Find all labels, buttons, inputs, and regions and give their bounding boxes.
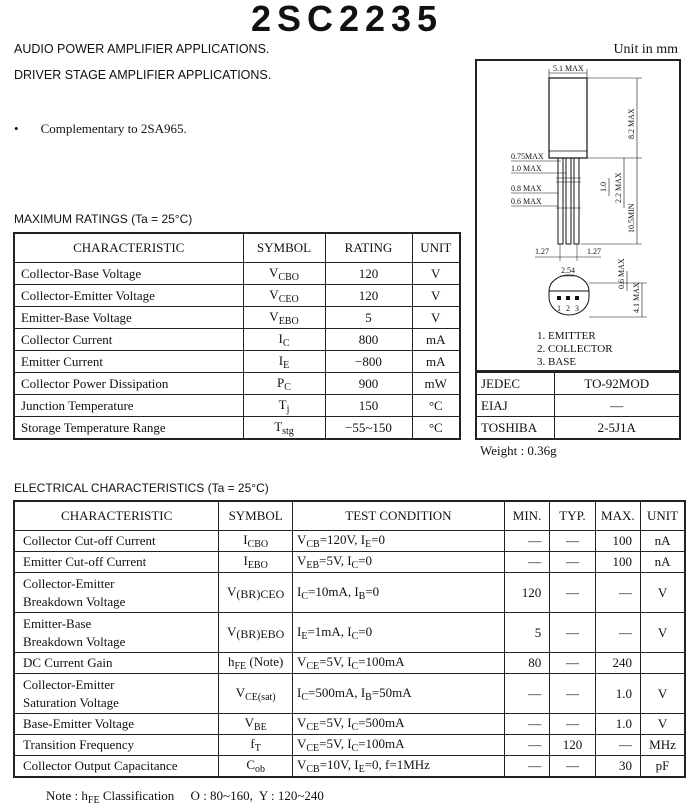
- application-line-1: AUDIO POWER AMPLIFIER APPLICATIONS.: [14, 42, 270, 56]
- characteristic-line-1: DC Current Gain: [23, 655, 113, 670]
- table-row: [14, 351, 460, 373]
- symbol-cell: [219, 613, 293, 653]
- note-prefix: Note :: [46, 788, 82, 803]
- max-cell: 30: [595, 756, 640, 777]
- symbol-cell: [219, 653, 293, 674]
- symbol-main: I: [278, 330, 283, 346]
- package-outline-drawing: [475, 59, 681, 372]
- max-cell: —: [595, 573, 640, 613]
- characteristic-cell: Emitter-Base Voltage: [14, 307, 243, 329]
- header-cell: TYP.: [550, 501, 595, 531]
- package-svg: [477, 61, 679, 370]
- note-rest: Classification O : 80~160, Y : 120~240: [99, 788, 324, 803]
- standard-name-cell: JEDEC: [476, 372, 554, 395]
- rating-cell: 800: [325, 329, 412, 351]
- symbol-sub: stg: [282, 425, 294, 437]
- weight-label: Weight : 0.36g: [480, 443, 557, 458]
- symbol-main: V: [226, 583, 237, 599]
- characteristic-cell: Collector-Emitter Voltage: [14, 285, 243, 307]
- characteristic-line-1: Collector Cut-off Current: [23, 533, 156, 548]
- rating-cell: −800: [325, 351, 412, 373]
- typ-cell: —: [550, 674, 595, 714]
- unit-cell: mA: [412, 329, 460, 351]
- table-row: [476, 395, 680, 417]
- symbol-main: h: [227, 654, 235, 669]
- characteristic-cell: Collector-Base Voltage: [14, 263, 243, 285]
- table-header-row: [14, 233, 460, 263]
- table-row: [14, 531, 685, 552]
- characteristic-line-1: Collector-Emitter: [23, 575, 115, 591]
- symbol-main: f: [250, 736, 255, 751]
- feature-bullet: [14, 121, 187, 137]
- symbol-cell: [219, 573, 293, 613]
- typ-cell: 120: [550, 735, 595, 756]
- characteristic-line-1: Base-Emitter Voltage: [23, 716, 135, 731]
- characteristic-line-2: Saturation Voltage: [23, 694, 119, 710]
- symbol-sub: EBO: [278, 315, 299, 327]
- symbol-main: V: [235, 684, 246, 700]
- table-row: [476, 417, 680, 440]
- table-row: [14, 653, 685, 674]
- characteristic-cell: [14, 573, 219, 613]
- standard-value-cell: 2-5J1A: [554, 417, 680, 440]
- symbol-cell: [219, 714, 293, 735]
- symbol-main: V: [244, 715, 254, 730]
- table-header-row: [14, 501, 685, 531]
- max-cell: —: [595, 613, 640, 653]
- table-row: [14, 285, 460, 307]
- max-ratings-table: [13, 232, 461, 440]
- symbol-main: P: [277, 374, 285, 390]
- dim-width-top: 5.1 MAX: [553, 64, 584, 73]
- application-line-2: DRIVER STAGE AMPLIFIER APPLICATIONS.: [14, 68, 272, 82]
- symbol-sub: CBO: [247, 539, 269, 550]
- min-cell: 80: [504, 653, 549, 674]
- symbol-sub: EBO: [247, 560, 268, 571]
- typ-cell: —: [550, 552, 595, 573]
- symbol-sub: BE: [253, 722, 267, 733]
- typ-cell: —: [550, 531, 595, 552]
- unit-label: Unit in mm: [613, 42, 678, 57]
- max-cell: 100: [595, 531, 640, 552]
- symbol-extra: (BR)CEO: [236, 586, 285, 601]
- characteristic-cell: Collector Power Dissipation: [14, 373, 243, 395]
- dim-lead-length: 10.5MIN: [627, 203, 636, 233]
- symbol-cell: [243, 329, 325, 351]
- standard-name-cell: EIAJ: [476, 395, 554, 417]
- symbol-cell: [219, 531, 293, 552]
- symbol-cell: [219, 674, 293, 714]
- symbol-main: T: [278, 396, 287, 412]
- table-row: [14, 756, 685, 777]
- electrical-heading: ELECTRICAL CHARACTERISTICS (Ta = 25°C): [14, 481, 269, 495]
- table-row: [14, 573, 685, 613]
- characteristic-line-1: Collector-Emitter: [23, 676, 115, 692]
- min-cell: —: [504, 714, 549, 735]
- symbol-main: V: [226, 623, 237, 639]
- standard-value-cell: —: [554, 395, 680, 417]
- symbol-cell: [243, 395, 325, 417]
- symbol-main: V: [269, 286, 279, 302]
- characteristic-cell: [14, 613, 219, 653]
- test-condition-cell: $I_C=500mA$, $I_B=50mA$: [292, 674, 504, 714]
- table-row: [14, 613, 685, 653]
- test-condition-cell: $V_{CB}=120V$, $I_E=0$: [292, 531, 504, 552]
- symbol-cell: [243, 373, 325, 395]
- symbol-main: C: [246, 756, 255, 772]
- bullet-dot-icon: •: [14, 121, 19, 136]
- symbol-cell: [243, 351, 325, 373]
- rating-cell: 120: [325, 263, 412, 285]
- note-h: h: [81, 788, 88, 803]
- test-condition-cell: $V_{CE}=5V$, $I_C=100mA$: [292, 735, 504, 756]
- unit-cell: V: [641, 674, 685, 714]
- unit-cell: V: [412, 263, 460, 285]
- standard-name-cell: TOSHIBA: [476, 417, 554, 440]
- rating-cell: 120: [325, 285, 412, 307]
- electrical-table: [13, 500, 686, 778]
- header-cell: CHARACTERISTIC: [14, 501, 219, 531]
- characteristic-line-1: Collector Output Capacitance: [23, 757, 178, 773]
- symbol-sub: C: [282, 337, 290, 349]
- characteristic-cell: Emitter Current: [14, 351, 243, 373]
- characteristic-cell: Storage Temperature Range: [14, 417, 243, 440]
- header-cell: SYMBOL: [243, 233, 325, 263]
- min-cell: —: [504, 531, 549, 552]
- pin-legend-collector: 2. COLLECTOR: [537, 343, 613, 355]
- dim-075: 0.75MAX: [511, 152, 544, 161]
- dim-08: 0.8 MAX: [511, 184, 542, 193]
- header-cell: TEST CONDITION: [292, 501, 504, 531]
- rating-cell: 5: [325, 307, 412, 329]
- symbol-sub: j: [286, 403, 290, 415]
- test-condition-cell: $V_{EB}=5V$, $I_C=0$: [292, 552, 504, 573]
- typ-cell: —: [550, 756, 595, 777]
- symbol-extra: (Note): [246, 654, 284, 669]
- symbol-main: I: [243, 553, 248, 568]
- symbol-main: V: [269, 308, 279, 324]
- symbol-cell: [219, 552, 293, 573]
- characteristic-line-1: Emitter-Base: [23, 615, 92, 631]
- rating-cell: −55~150: [325, 417, 412, 440]
- min-cell: 120: [504, 573, 549, 613]
- table-row: [14, 714, 685, 735]
- pin-legend-base: 3. BASE: [537, 356, 577, 368]
- feature-text: Complementary to 2SA965.: [40, 121, 187, 136]
- table-row: [14, 735, 685, 756]
- test-condition-cell: $V_{CE}=5V$, $I_C=500mA$: [292, 714, 504, 735]
- standard-value-cell: TO-92MOD: [554, 372, 680, 395]
- test-condition-cell: $I_C=10mA$, $I_B=0$: [292, 573, 504, 613]
- max-cell: 1.0: [595, 674, 640, 714]
- characteristic-cell: [14, 531, 219, 552]
- symbol-sub: CE(sat): [245, 691, 276, 703]
- table-row: [14, 263, 460, 285]
- characteristic-line-2: Breakdown Voltage: [23, 593, 126, 609]
- unit-cell: °C: [412, 417, 460, 440]
- characteristic-line-2: Breakdown Voltage: [23, 633, 126, 649]
- symbol-cell: [243, 307, 325, 329]
- symbol-main: T: [274, 418, 283, 434]
- min-cell: —: [504, 674, 549, 714]
- characteristic-cell: [14, 735, 219, 756]
- characteristic-cell: [14, 714, 219, 735]
- symbol-main: I: [278, 352, 284, 368]
- symbol-cell: [243, 417, 325, 440]
- header-cell: MAX.: [595, 501, 640, 531]
- unit-cell: V: [641, 573, 685, 613]
- test-condition-cell: $I_E=1mA$, $I_C=0$: [292, 613, 504, 653]
- classification-note: [46, 788, 324, 806]
- pin-legend: [537, 330, 613, 369]
- symbol-sub: FE: [234, 661, 247, 672]
- dim-41max: 4.1 MAX: [632, 282, 641, 313]
- unit-cell: V: [412, 307, 460, 329]
- header-cell: UNIT: [641, 501, 685, 531]
- characteristic-cell: Junction Temperature: [14, 395, 243, 417]
- unit-cell: °C: [412, 395, 460, 417]
- table-row: [14, 307, 460, 329]
- symbol-cell: [219, 735, 293, 756]
- typ-cell: —: [550, 613, 595, 653]
- symbol-sub: C: [284, 381, 291, 393]
- dim-06: 0.6 MAX: [511, 197, 542, 206]
- table-row: [14, 552, 685, 573]
- max-cell: 1.0: [595, 714, 640, 735]
- unit-cell: [641, 653, 685, 674]
- dim-127-left: 1.27: [535, 247, 549, 256]
- min-cell: —: [504, 552, 549, 573]
- min-cell: 5: [504, 613, 549, 653]
- table-row: [14, 373, 460, 395]
- max-ratings-heading: MAXIMUM RATINGS (Ta = 25°C): [14, 212, 193, 226]
- dim-body-height: 8.2 MAX: [627, 108, 636, 139]
- symbol-sub: E: [283, 359, 290, 371]
- symbol-sub: ob: [254, 763, 265, 775]
- characteristic-cell: Collector Current: [14, 329, 243, 351]
- pin-number-3: 3: [575, 304, 579, 313]
- table-row: [14, 674, 685, 714]
- table-row: [476, 372, 680, 395]
- test-condition-cell: $V_{CE}=5V$, $I_C=100mA$: [292, 653, 504, 674]
- unit-cell: nA: [641, 531, 685, 552]
- typ-cell: —: [550, 573, 595, 613]
- characteristic-line-1: Emitter Cut-off Current: [23, 554, 147, 569]
- dim-22max: 2.2 MAX: [614, 172, 623, 203]
- dim-254: 2.54: [561, 266, 575, 275]
- part-number-title: 2SC2235: [250, 0, 444, 39]
- header-cell: UNIT: [412, 233, 460, 263]
- symbol-sub: CBO: [278, 271, 299, 283]
- unit-cell: mA: [412, 351, 460, 373]
- typ-cell: —: [550, 653, 595, 674]
- header-cell: MIN.: [504, 501, 549, 531]
- table-row: [14, 395, 460, 417]
- test-condition-cell: $V_{CB}=10V$, $I_E=0$, f=1MHz: [292, 756, 504, 777]
- header-cell: SYMBOL: [219, 501, 293, 531]
- symbol-sub: T: [254, 743, 261, 754]
- symbol-cell: [219, 756, 293, 777]
- pin-number-2: 2: [566, 304, 570, 313]
- max-cell: —: [595, 735, 640, 756]
- dim-127-right: 1.27: [587, 247, 601, 256]
- package-standards-table: [475, 371, 681, 440]
- symbol-main: I: [243, 532, 248, 547]
- dim-06-right: 0.6 MAX: [617, 258, 626, 289]
- characteristic-cell: [14, 653, 219, 674]
- characteristic-cell: [14, 674, 219, 714]
- characteristic-line-1: Transition Frequency: [23, 737, 135, 752]
- max-cell: 100: [595, 552, 640, 573]
- pin-number-1: 1: [557, 304, 561, 313]
- symbol-cell: [243, 263, 325, 285]
- typ-cell: —: [550, 714, 595, 735]
- table-row: [14, 417, 460, 440]
- symbol-sub: CEO: [278, 293, 299, 305]
- dim-1-0: 1.0: [599, 182, 608, 192]
- max-cell: 240: [595, 653, 640, 674]
- dim-10: 1.0 MAX: [511, 164, 542, 173]
- unit-cell: pF: [641, 756, 685, 777]
- rating-cell: 150: [325, 395, 412, 417]
- rating-cell: 900: [325, 373, 412, 395]
- unit-cell: mW: [412, 373, 460, 395]
- symbol-extra: (BR)EBO: [236, 626, 285, 641]
- unit-cell: V: [641, 613, 685, 653]
- note-hsub: FE: [87, 795, 100, 806]
- unit-cell: V: [412, 285, 460, 307]
- header-cell: RATING: [325, 233, 412, 263]
- symbol-cell: [243, 285, 325, 307]
- header-cell: CHARACTERISTIC: [14, 233, 243, 263]
- symbol-main: V: [269, 264, 279, 280]
- characteristic-cell: [14, 756, 219, 777]
- min-cell: —: [504, 756, 549, 777]
- unit-cell: MHz: [641, 735, 685, 756]
- table-row: [14, 329, 460, 351]
- pin-legend-emitter: 1. EMITTER: [537, 330, 596, 342]
- unit-cell: V: [641, 714, 685, 735]
- min-cell: —: [504, 735, 549, 756]
- unit-cell: nA: [641, 552, 685, 573]
- characteristic-cell: [14, 552, 219, 573]
